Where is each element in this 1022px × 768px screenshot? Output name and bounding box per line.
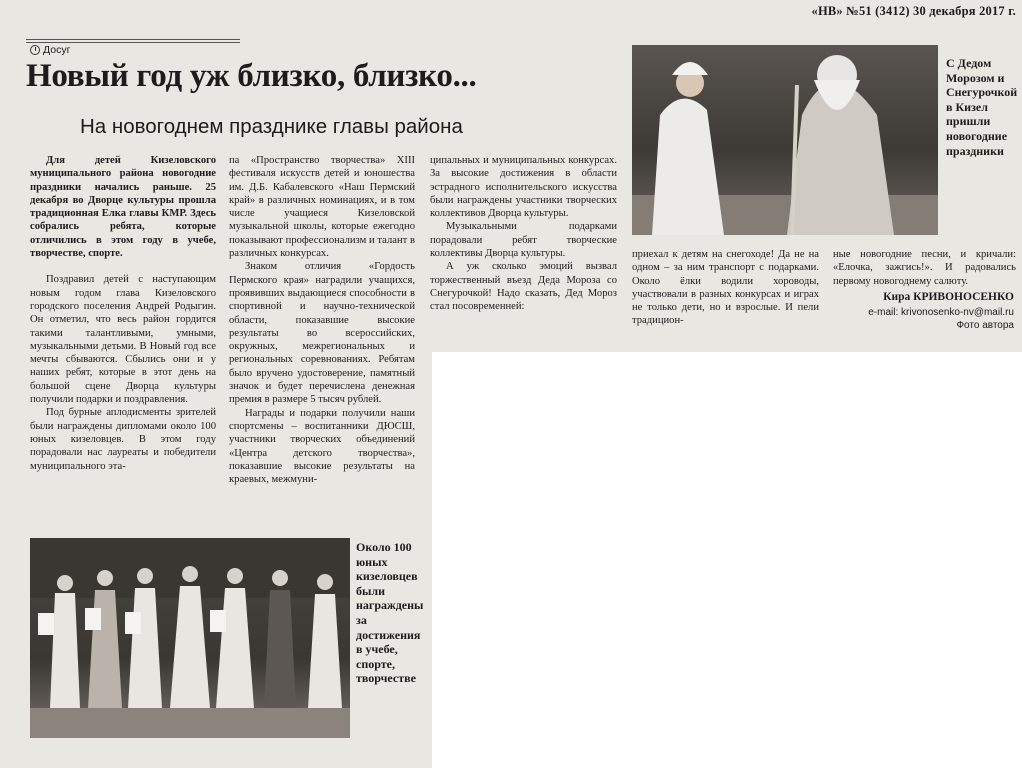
subheadline: На новогоднем празднике главы района <box>80 115 463 138</box>
rubric-label: Досуг <box>43 44 71 56</box>
paragraph: Знаком отличия «Гордость Пермского края» наградили учащихся, проявивших выдающиеся способности в спортивной и научно-технической области, показавшие высокие результаты во всероссийских, окружных, межрегиональных и региональных соревнованиях. Ребятам было вручено удостоверение, памятный значок и будет перечислена денежная премия в размере 5 тысяч рублей. <box>229 261 415 406</box>
clock-icon <box>30 45 40 55</box>
author-name: Кира КРИВОНОСЕНКО <box>883 291 1014 303</box>
paragraph: Поздравил детей с наступающим новым годом глава Кизеловского городского поселения Андрей Родыгин. Он отметил, что весь район гордится такими талантливыми, умными, музыкальными детьми. В Новый год все мечты сбываются. Сбылись они и у наших ребят, которые в этот день на большой сцене Дворца культуры получили подарки и поздравления. <box>30 274 216 406</box>
column-5 <box>833 248 1016 288</box>
photo-illustration <box>632 45 938 235</box>
paragraph: Награды и подарки получили наши спортсмены – воспитанники ДЮСШ, участники творческих объединений «Центра детского творчества», показавшие высокие результаты на краевых, межмуни- <box>229 407 415 486</box>
column-4 <box>632 248 819 328</box>
rubric <box>30 44 70 56</box>
paragraph: па «Пространство творчества» XIII фестиваля искусств детей и юношества им. Д.Б. Кабалевского «Наш Пермский край» в различных номинациях, и в том числе учащиеся Кизеловской музыкальной школы, которые ежегодно показывают профессионализм и талант в различных конкурсах. <box>229 155 415 260</box>
paragraph: Под бурные аплодисменты зрителей были награждены дипломами около 100 юных кизеловцев. В этом году порадовали нас лауреаты и победители муниципального эта- <box>30 407 216 472</box>
headline: Новый год уж близко, близко... <box>26 58 477 94</box>
photo-illustration <box>30 538 350 738</box>
column-3 <box>430 154 617 314</box>
photo-ded-moroz-snegurochka <box>632 45 938 235</box>
paragraph: приехал к детям на снегоходе! Да не на одном – за ним транспорт с подарками. Около ёлки водили хороводы, участвовали в разных конкурсах и играх не только дети, но и взрослые. И пели традицион- <box>632 249 819 327</box>
issue-header: «НВ» №51 (3412) 30 декабря 2017 г. <box>811 4 1016 18</box>
column-2 <box>229 154 415 486</box>
photo-caption-top: С Дедом Морозом и Снегурочкой в Кизел пришли новогодние праздники <box>946 56 1018 158</box>
paragraph: Музыкальными подарками порадовали ребят творческие коллективы Дворца культуры. <box>430 221 617 260</box>
column-1 <box>30 154 216 473</box>
paragraph: А уж сколько эмоций вызвал торжественный въезд Деда Мороза со Снегурочкой! Надо сказать, Дед Мороз стал посовременней: <box>430 261 617 313</box>
paragraph: ципальных и муниципальных конкурсах. За высокие достижения в области эстрадного исполнительского искусства были награждены участники творческих коллективов Дворца культуры. <box>430 155 617 220</box>
photo-award-children <box>30 538 350 738</box>
header-rule-bottom <box>26 42 240 43</box>
author-email: e-mail: krivonosenko-nv@mail.ru <box>868 307 1014 318</box>
header-rule-top <box>26 39 240 40</box>
lead-paragraph: Для детей Кизеловского муниципального района новогодние праздники начались раньше. 25 декабря во Дворце культуры прошла традиционная Елка главы КМР. Здесь собрались ребята, которые отличились в этом году в учебе, творчестве, спорте. <box>30 155 216 260</box>
photo-caption-bottom: Около 100 юных кизеловцев были награждены за достижения в учебе, спорте, творчестве <box>356 540 424 686</box>
photo-credit: Фото автора <box>956 320 1014 331</box>
paragraph: ные новогодние песни, и кричали: «Елочка, зажгись!». И радовались первому новогоднему салюту. <box>833 249 1016 287</box>
